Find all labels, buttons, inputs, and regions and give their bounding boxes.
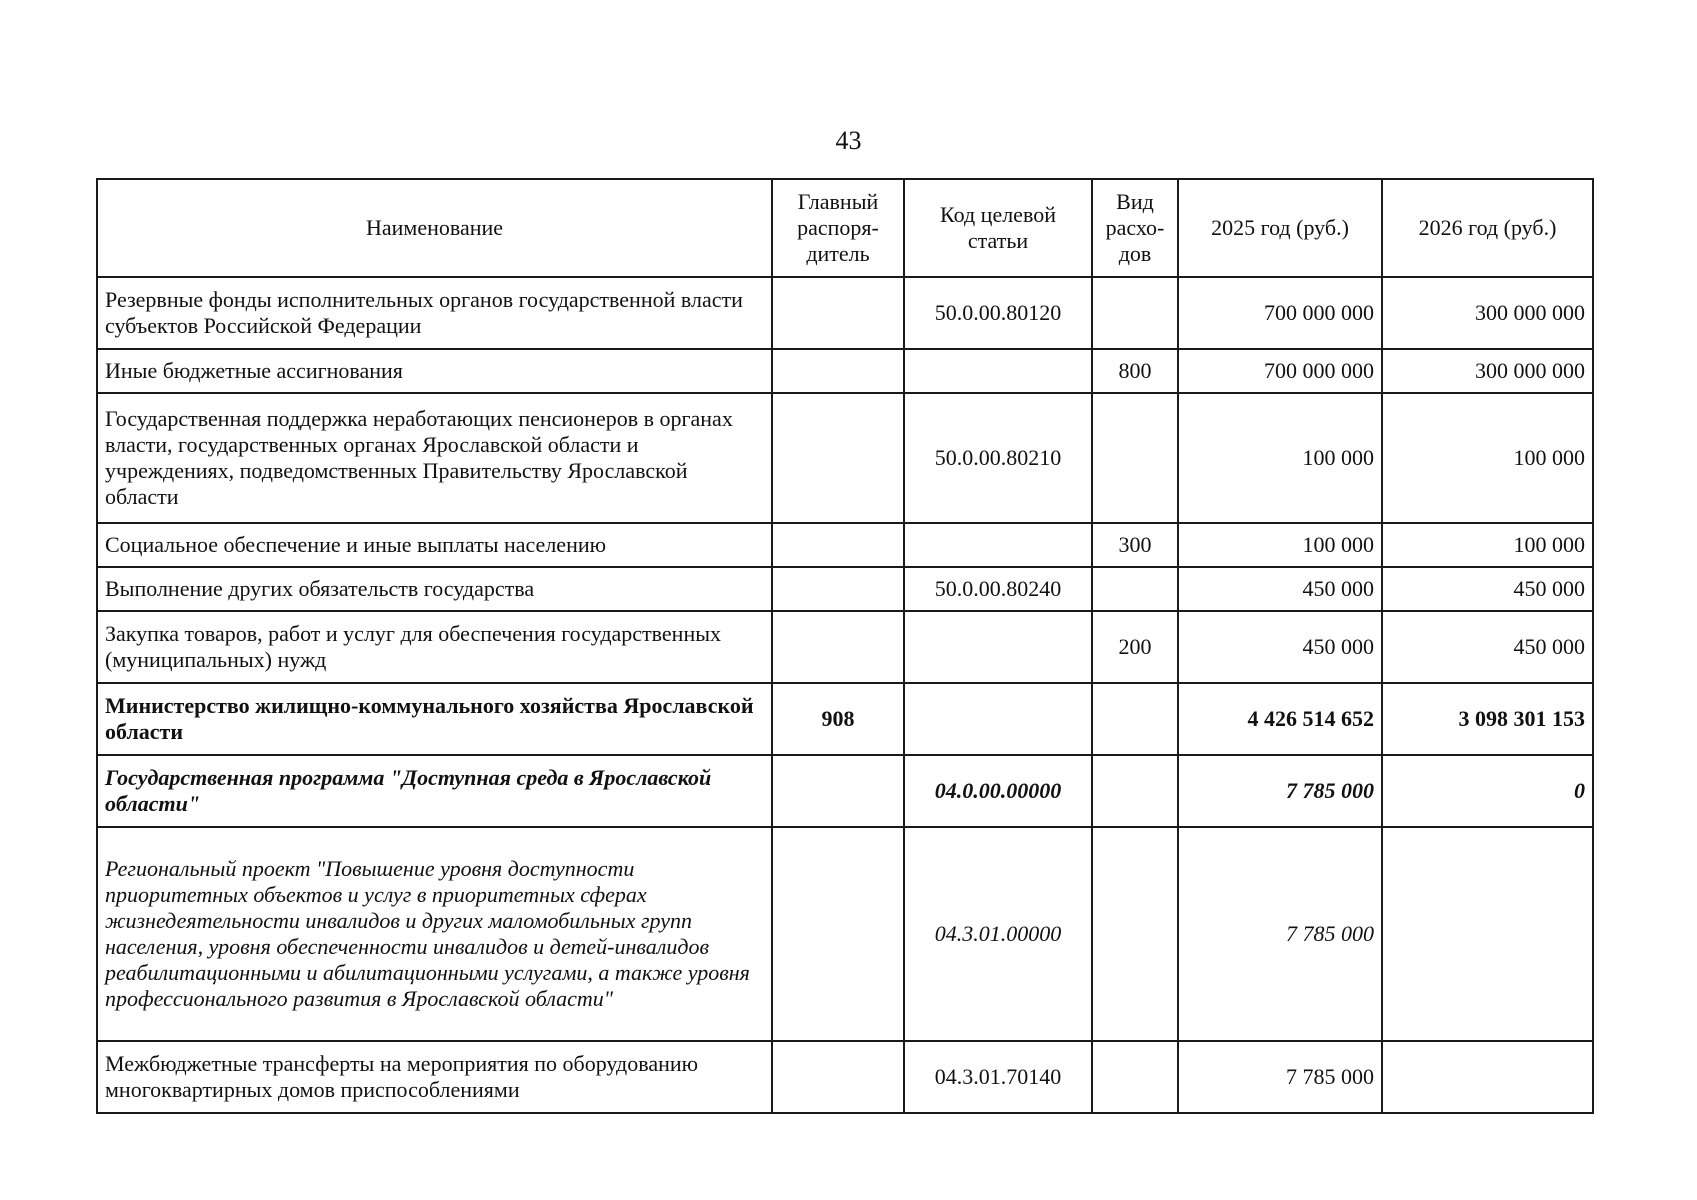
row-code: 04.3.01.70140 — [904, 1041, 1092, 1113]
row-expense-type — [1092, 827, 1178, 1041]
row-2026: 450 000 — [1382, 611, 1593, 683]
row-2026 — [1382, 827, 1593, 1041]
row-name: Резервные фонды исполнительных органов государственной власти субъектов Российской Федерации — [97, 277, 772, 349]
row-name: Государственная поддержка неработающих пенсионеров в органах власти, государственных органах Ярославской области и учреждениях, подведомственных Правительству Ярославской области — [97, 393, 772, 523]
row-expense-type: 200 — [1092, 611, 1178, 683]
row-expense-type — [1092, 567, 1178, 611]
row-name: Региональный проект "Повышение уровня доступности приоритетных объектов и услуг в приоритетных сферах жизнедеятельности инвалидов и других маломобильных групп населения, уровня обеспеченности инвалидов и детей-инвалидов реабилитационными и абилитационными услугами, а также уровня профессионального развития в Ярославской области" — [97, 827, 772, 1041]
table-row — [97, 349, 1593, 393]
header-expense-type: Вид расхо-дов — [1092, 179, 1178, 277]
row-manager — [772, 567, 904, 611]
row-2026 — [1382, 1041, 1593, 1113]
row-name: Иные бюджетные ассигнования — [97, 349, 772, 393]
row-2025: 450 000 — [1178, 567, 1382, 611]
row-name: Социальное обеспечение и иные выплаты населению — [97, 523, 772, 567]
row-name: Межбюджетные трансферты на мероприятия по оборудованию многоквартирных домов приспособлениями — [97, 1041, 772, 1113]
table-row — [97, 683, 1593, 755]
row-code: 50.0.00.80240 — [904, 567, 1092, 611]
row-2025: 450 000 — [1178, 611, 1382, 683]
header-name: Наименование — [97, 179, 772, 277]
row-manager — [772, 277, 904, 349]
row-expense-type — [1092, 755, 1178, 827]
row-2026: 100 000 — [1382, 393, 1593, 523]
table-row — [97, 1041, 1593, 1113]
header-manager: Главный распоря-дитель — [772, 179, 904, 277]
table-header-row — [97, 179, 1593, 277]
page-number: 43 — [835, 126, 862, 155]
row-code — [904, 349, 1092, 393]
row-code: 50.0.00.80210 — [904, 393, 1092, 523]
table-row — [97, 567, 1593, 611]
row-2025: 7 785 000 — [1178, 827, 1382, 1041]
row-manager — [772, 349, 904, 393]
budget-table — [96, 178, 1594, 1114]
header-2025: 2025 год (руб.) — [1178, 179, 1382, 277]
row-manager — [772, 523, 904, 567]
row-2025: 700 000 000 — [1178, 277, 1382, 349]
table-row — [97, 611, 1593, 683]
header-2026: 2026 год (руб.) — [1382, 179, 1593, 277]
row-2026: 100 000 — [1382, 523, 1593, 567]
row-2026: 0 — [1382, 755, 1593, 827]
row-2025: 700 000 000 — [1178, 349, 1382, 393]
row-expense-type — [1092, 1041, 1178, 1113]
row-code: 04.3.01.00000 — [904, 827, 1092, 1041]
row-name: Закупка товаров, работ и услуг для обеспечения государственных (муниципальных) нужд — [97, 611, 772, 683]
row-expense-type: 800 — [1092, 349, 1178, 393]
row-code: 50.0.00.80120 — [904, 277, 1092, 349]
row-2025: 100 000 — [1178, 393, 1382, 523]
table-row — [97, 827, 1593, 1041]
row-2025: 7 785 000 — [1178, 755, 1382, 827]
header-code: Код целевой статьи — [904, 179, 1092, 277]
row-name: Государственная программа "Доступная среда в Ярославской области" — [97, 755, 772, 827]
row-expense-type: 300 — [1092, 523, 1178, 567]
row-2025: 100 000 — [1178, 523, 1382, 567]
row-code — [904, 523, 1092, 567]
row-name: Выполнение других обязательств государства — [97, 567, 772, 611]
row-2026: 3 098 301 153 — [1382, 683, 1593, 755]
table-row — [97, 523, 1593, 567]
row-code — [904, 683, 1092, 755]
row-manager — [772, 393, 904, 523]
table-row — [97, 277, 1593, 349]
row-manager — [772, 1041, 904, 1113]
row-expense-type — [1092, 393, 1178, 523]
table-row — [97, 755, 1593, 827]
row-code — [904, 611, 1092, 683]
row-manager — [772, 755, 904, 827]
row-manager — [772, 611, 904, 683]
table-row — [97, 393, 1593, 523]
row-code: 04.0.00.00000 — [904, 755, 1092, 827]
row-2025: 4 426 514 652 — [1178, 683, 1382, 755]
row-2026: 300 000 000 — [1382, 349, 1593, 393]
row-2026: 450 000 — [1382, 567, 1593, 611]
row-manager: 908 — [772, 683, 904, 755]
row-2025: 7 785 000 — [1178, 1041, 1382, 1113]
row-2026: 300 000 000 — [1382, 277, 1593, 349]
row-manager — [772, 827, 904, 1041]
row-name: Министерство жилищно-коммунального хозяйства Ярославской области — [97, 683, 772, 755]
row-expense-type — [1092, 683, 1178, 755]
row-expense-type — [1092, 277, 1178, 349]
